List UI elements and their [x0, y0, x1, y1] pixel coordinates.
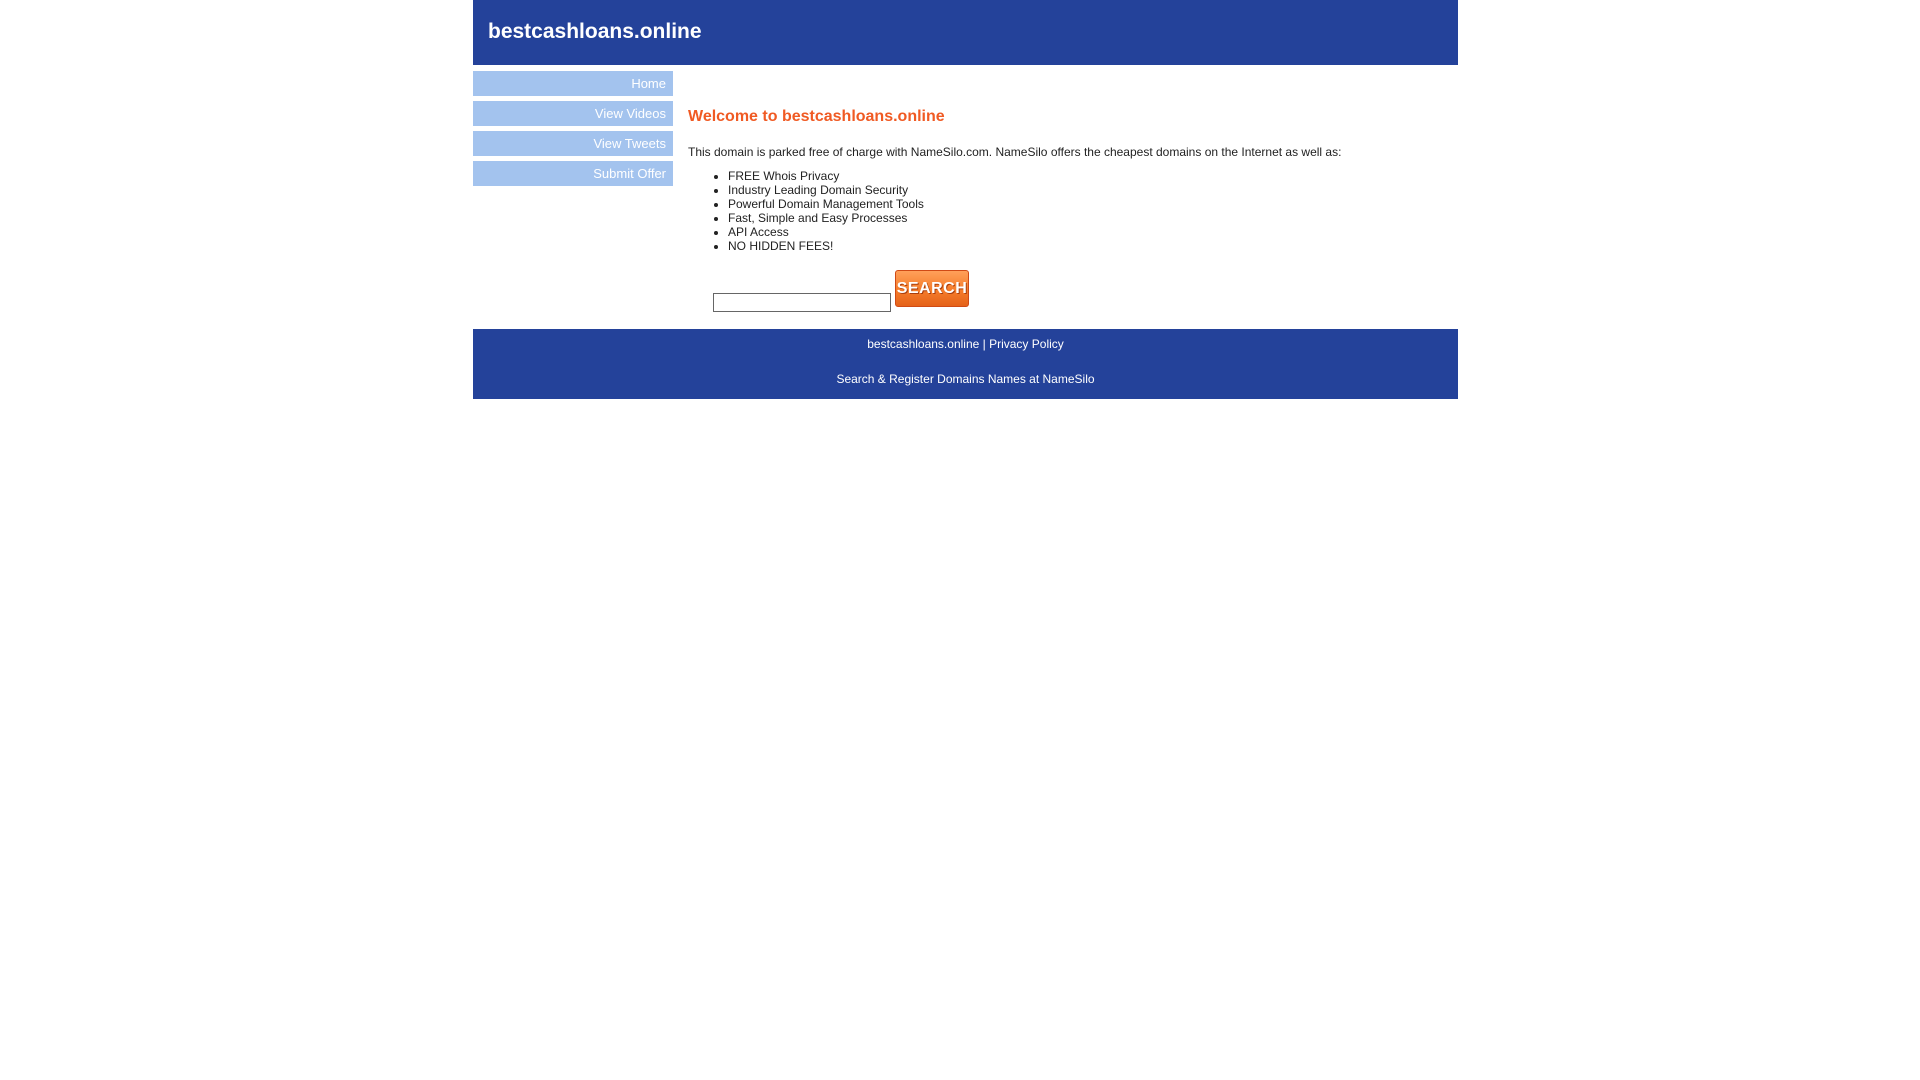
sidebar-item-submit-offer[interactable]: Submit Offer [473, 161, 673, 186]
site-title: bestcashloans.online [488, 20, 702, 43]
sidebar-item-home[interactable]: Home [473, 71, 673, 96]
page-container [473, 0, 1458, 399]
footer-domain-link[interactable]: bestcashloans.online [867, 337, 980, 351]
search-button[interactable]: SEARCH [895, 270, 969, 307]
list-item: • FREE Whois Privacy [728, 169, 924, 183]
list-item: • NO HIDDEN FEES! [728, 239, 924, 253]
content-row [473, 65, 1458, 329]
site-footer [473, 329, 1458, 399]
footer-namesilo [473, 372, 1458, 386]
site-header [473, 0, 1458, 65]
sidebar-item-view-videos[interactable]: View Videos [473, 101, 673, 126]
domain-search-input[interactable] [713, 293, 891, 312]
list-item: • Industry Leading Domain Security [728, 183, 924, 197]
list-item: • Powerful Domain Management Tools [728, 197, 924, 211]
list-item: • API Access [728, 225, 924, 239]
footer-links [473, 337, 1458, 351]
footer-separator: | [979, 337, 990, 351]
list-item: • Fast, Simple and Easy Processes [728, 211, 924, 225]
sidebar-nav [473, 71, 673, 191]
privacy-policy-link[interactable]: Privacy Policy [989, 337, 1064, 351]
feature-list [713, 169, 924, 253]
intro-text: This domain is parked free of charge with NameSilo.com. NameSilo offers the cheapest domains on the Internet as well as: [688, 145, 1342, 159]
sidebar-item-view-tweets[interactable]: View Tweets [473, 131, 673, 156]
namesilo-link[interactable]: Search & Register Domains Names at NameSilo [836, 372, 1095, 386]
page-title: Welcome to bestcashloans.online [688, 108, 945, 125]
